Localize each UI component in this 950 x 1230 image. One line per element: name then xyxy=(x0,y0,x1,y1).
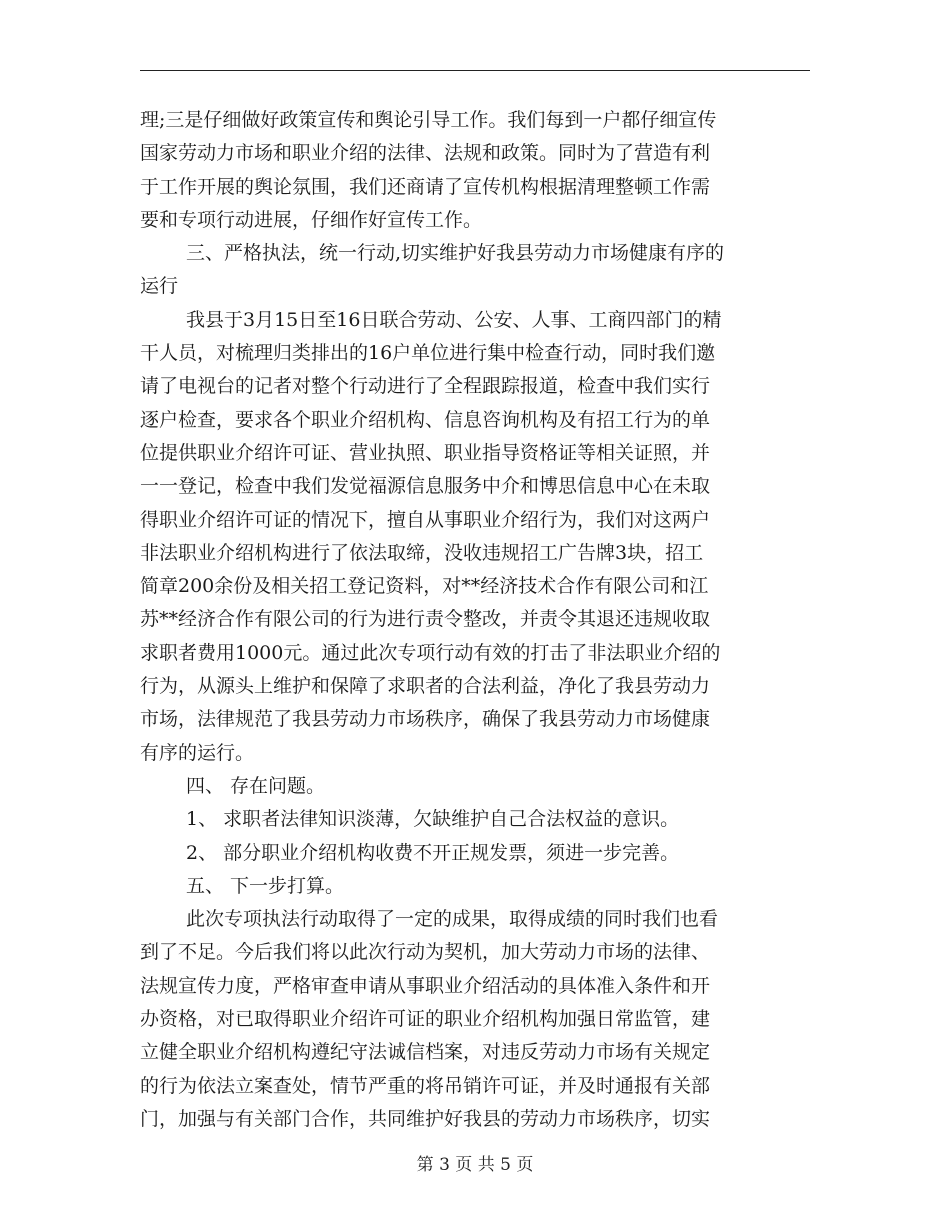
text-line: 逐户检查，要求各个职业介绍机构、信息咨询机构及有招工行为的单 xyxy=(140,408,711,431)
text-line: 有序的运行。 xyxy=(140,741,255,764)
text-line: 1、 求职者法律知识淡薄，欠缺维护自己合法权益的意识。 xyxy=(186,808,680,831)
text-line: 运行 xyxy=(140,275,179,298)
text-line: 干人员，对梳理归类排出的16户单位进行集中检查行动，同时我们邀 xyxy=(140,342,716,365)
text-line: 我县于3月15日至16日联合劳动、公安、人事、工商四部门的精 xyxy=(186,308,722,331)
header-rule xyxy=(140,70,810,71)
text-line: 非法职业介绍机构进行了依法取缔，没收违规招工广告牌3块，招工 xyxy=(140,541,704,564)
text-line: 五、 下一步打算。 xyxy=(186,874,345,897)
text-line: 的行为依法立案查处，情节严重的将吊销许可证，并及时通报有关部 xyxy=(140,1074,711,1097)
text-line: 市场，法律规范了我县劳动力市场秩序，确保了我县劳动力市场健康 xyxy=(140,708,711,731)
text-line: 请了电视台的记者对整个行动进行了全程跟踪报道，检查中我们实行 xyxy=(140,375,711,398)
text-line: 简章200余份及相关招工登记资料，对**经济技术合作有限公司和江 xyxy=(140,575,709,598)
text-line: 办资格，对已取得职业介绍许可证的职业介绍机构加强日常监管，建 xyxy=(140,1008,711,1031)
page-footer: 第 3 页 共 5 页 xyxy=(416,1155,534,1175)
text-line: 要和专项行动进展，仔细作好宣传工作。 xyxy=(140,208,483,231)
text-line: 三、严格执法，统一行动,切实维护好我县劳动力市场健康有序的 xyxy=(186,242,725,265)
text-line: 到了不足。今后我们将以此次行动为契机，加大劳动力市场的法律、 xyxy=(140,941,711,964)
text-line: 法规宣传力度，严格审查申请从事职业介绍活动的具体准入条件和开 xyxy=(140,974,711,997)
text-line: 行为，从源头上维护和保障了求职者的合法利益，净化了我县劳动力 xyxy=(140,675,711,698)
text-line: 2、 部分职业介绍机构收费不开正规发票，须进一步完善。 xyxy=(186,841,680,864)
text-line: 一一登记，检查中我们发觉福源信息服务中介和博思信息中心在未取 xyxy=(140,475,711,498)
text-line: 苏**经济合作有限公司的行为进行责令整改，并责令其退还违规收取 xyxy=(140,608,711,631)
text-line: 求职者费用1000元。通过此次专项行动有效的打击了非法职业介绍的 xyxy=(140,641,721,664)
body-text xyxy=(140,104,810,1136)
text-line: 得职业介绍许可证的情况下，擅自从事职业介绍行为，我们对这两户 xyxy=(140,508,711,531)
text-line: 理;三是仔细做好政策宣传和舆论引导工作。我们每到一户都仔细宣传 xyxy=(140,109,717,131)
text-line: 此次专项执法行动取得了一定的成果，取得成绩的同时我们也看 xyxy=(186,908,719,931)
text-line: 国家劳动力市场和职业介绍的法律、法规和政策。同时为了营造有利 xyxy=(140,142,711,165)
text-line: 门，加强与有关部门合作，共同维护好我县的劳动力市场秩序，切实 xyxy=(140,1107,711,1130)
text-line: 位提供职业介绍许可证、营业执照、职业指导资格证等相关证照，并 xyxy=(140,441,711,464)
text-line: 立健全职业介绍机构遵纪守法诚信档案，对违反劳动力市场有关规定 xyxy=(140,1041,711,1064)
text-line: 四、 存在问题。 xyxy=(186,774,326,797)
text-line: 于工作开展的舆论氛围，我们还商请了宣传机构根据清理整顿工作需 xyxy=(140,175,711,198)
